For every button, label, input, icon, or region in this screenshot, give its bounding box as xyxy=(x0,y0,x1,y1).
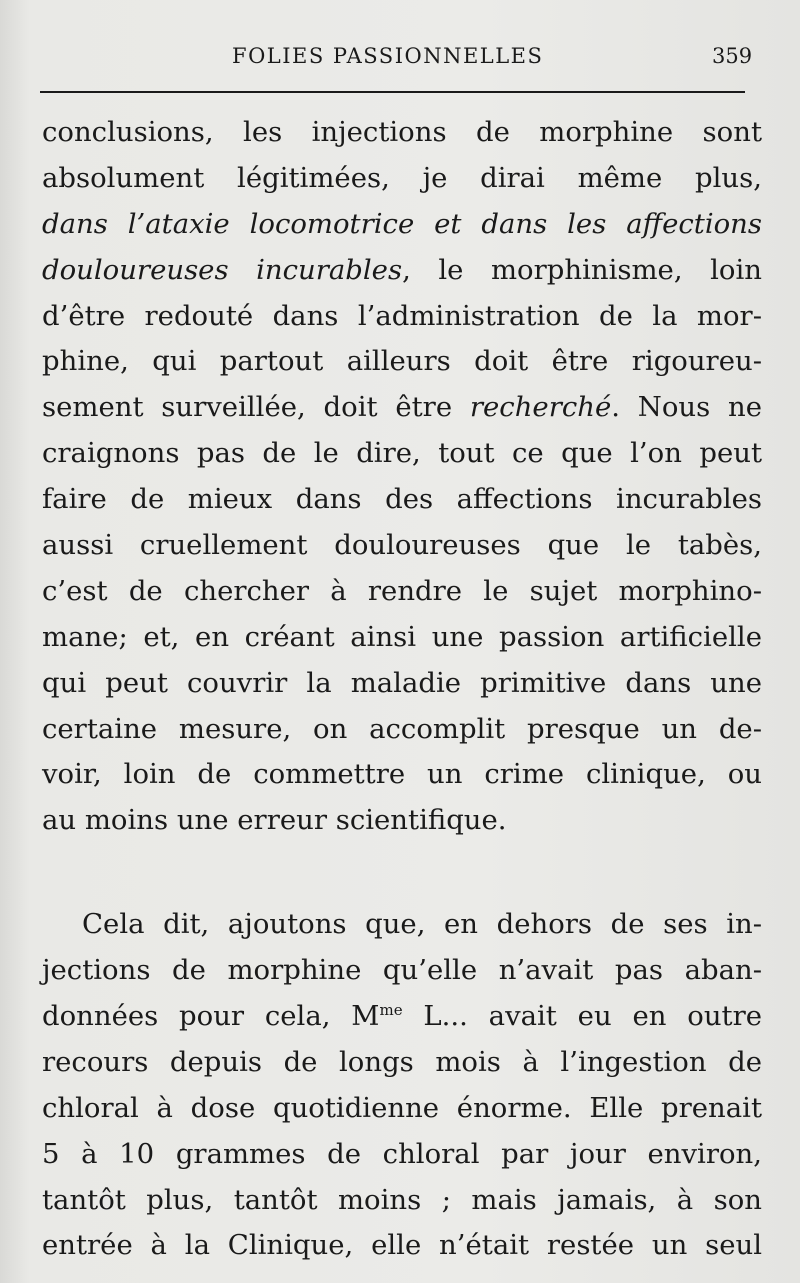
text-line: entrée à la Clinique, elle n’était restée un seul xyxy=(42,1229,762,1262)
text-line: aussi cruellement douloureuses que le tabès, xyxy=(42,529,762,562)
text-line xyxy=(42,202,762,248)
text-span: données pour cela, M xyxy=(42,1000,380,1033)
body-text xyxy=(42,110,762,1269)
text-line: recours depuis de longs mois à l’ingestion de xyxy=(42,1045,762,1078)
text-line: certaine mesure, on accomplit presque un de- xyxy=(42,712,762,745)
header-rule xyxy=(40,91,745,93)
text-line xyxy=(42,248,762,294)
text-line: 5 à 10 grammes de chloral par jour environ, xyxy=(42,1137,762,1170)
text-line: faire de mieux dans des affections incurables xyxy=(42,483,762,516)
superscript: me xyxy=(379,1000,403,1019)
text-line: chloral à dose quotidienne énorme. Elle prenait xyxy=(42,1091,762,1124)
text-span: . Nous ne xyxy=(611,391,762,424)
text-line: absolument légitimées, je dirai même plus, xyxy=(42,161,762,194)
text-span: sement surveillée, doit être xyxy=(42,391,470,424)
text-line: voir, loin de commettre un crime clinique, ou xyxy=(42,758,762,791)
text-line: phine, qui partout ailleurs doit être rigoureu- xyxy=(42,345,762,378)
text-span: , le morphinisme, loin xyxy=(402,253,762,286)
text-line xyxy=(42,385,762,431)
text-line xyxy=(42,994,762,1040)
italic-text: dans l’ataxie locomotrice et dans les affections xyxy=(42,207,762,240)
text-span: L... avait eu en outre xyxy=(402,1000,762,1033)
text-line: conclusions, les injections de morphine sont xyxy=(42,116,762,148)
paragraph-2 xyxy=(42,902,762,1269)
running-title: FOLIES PASSIONNELLES xyxy=(232,44,544,68)
paragraph-1 xyxy=(42,110,762,844)
italic-text: recherché xyxy=(469,391,612,424)
text-line: c’est de chercher à rendre le sujet morphino- xyxy=(42,574,762,607)
text-line: d’être redouté dans l’administration de la mor- xyxy=(42,299,762,332)
text-line: tantôt plus, tantôt moins ; mais jamais, à son xyxy=(42,1183,762,1216)
page-header xyxy=(0,38,800,72)
text-line: mane; et, en créant ainsi une passion artificielle xyxy=(42,620,762,653)
text-line: qui peut couvrir la maladie primitive dans une xyxy=(42,666,762,699)
text-line: jections de morphine qu’elle n’avait pas aban- xyxy=(42,954,762,987)
text-line: Cela dit, ajoutons que, en dehors de ses in- xyxy=(82,908,762,941)
text-line: au moins une erreur scientifique. xyxy=(42,804,507,837)
paragraph-spacer xyxy=(42,844,762,902)
text-line: craignons pas de le dire, tout ce que l’on peut xyxy=(42,437,762,470)
italic-text: douloureuses incurables xyxy=(42,253,403,286)
page-number: 359 xyxy=(712,44,753,68)
